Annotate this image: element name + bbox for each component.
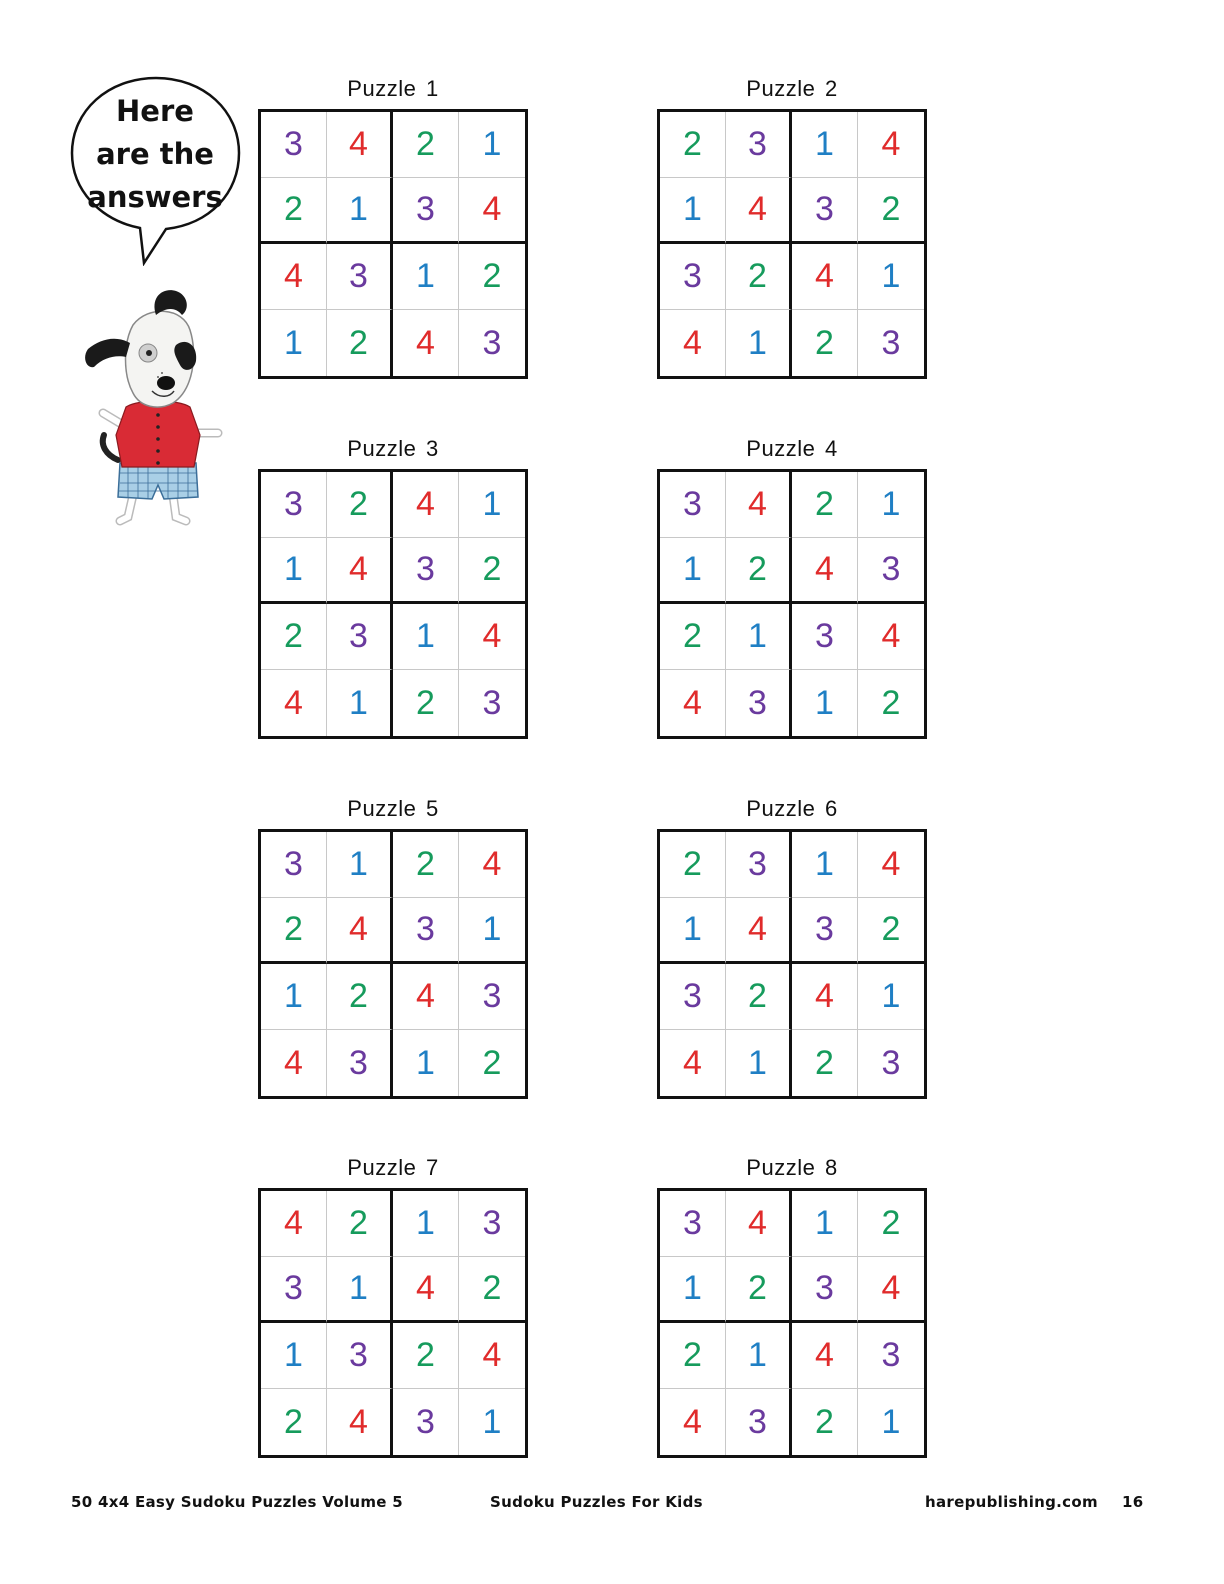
sudoku-cell: 1 xyxy=(459,112,525,178)
sudoku-cell: 3 xyxy=(881,323,901,362)
sudoku-cell: 1 xyxy=(393,1030,459,1096)
sudoku-cell: 2 xyxy=(327,472,393,538)
footer-page-number: 16 xyxy=(1122,1493,1144,1511)
sudoku-cell: 1 xyxy=(792,112,858,178)
sudoku-cell: 3 xyxy=(393,1389,459,1455)
speech-bubble xyxy=(70,76,240,231)
sudoku-cell: 1 xyxy=(459,472,525,538)
sudoku-cell: 1 xyxy=(792,670,858,736)
sudoku-cell: 4 xyxy=(459,832,525,898)
sudoku-cell: 1 xyxy=(393,244,459,310)
sudoku-cell: 4 xyxy=(792,964,858,1030)
sudoku-cell: 3 xyxy=(327,1323,393,1389)
sudoku-cell: 4 xyxy=(858,604,924,670)
sudoku-cell: 1 xyxy=(261,1323,327,1389)
sudoku-cell: 2 xyxy=(660,1323,726,1389)
sudoku-cell: 2 xyxy=(459,244,525,310)
sudoku-cell: 1 xyxy=(660,898,726,964)
sudoku-cell: 2 xyxy=(792,1389,858,1455)
sudoku-cell: 2 xyxy=(858,898,924,964)
sudoku-cell: 1 xyxy=(858,244,924,310)
sudoku-grid xyxy=(258,109,528,379)
sudoku-cell: 1 xyxy=(327,1257,393,1323)
sudoku-cell: 3 xyxy=(261,112,327,178)
sudoku-cell: 3 xyxy=(726,832,792,898)
sudoku-cell: 1 xyxy=(858,472,924,538)
sudoku-cell: 2 xyxy=(482,1043,502,1082)
sudoku-cell: 1 xyxy=(261,538,327,604)
sudoku-cell: 2 xyxy=(792,1030,858,1096)
sudoku-cell: 3 xyxy=(459,1191,525,1257)
sudoku-grid xyxy=(657,109,927,379)
puzzle-title: Puzzle 7 xyxy=(347,1155,439,1180)
sudoku-cell: 4 xyxy=(792,1323,858,1389)
sudoku-cell: 3 xyxy=(327,1030,393,1096)
sudoku-cell: 3 xyxy=(261,1257,327,1323)
dog-illustration xyxy=(78,285,238,535)
sudoku-cell: 4 xyxy=(327,1389,393,1455)
sudoku-cell: 2 xyxy=(261,604,327,670)
sudoku-cell: 3 xyxy=(660,472,726,538)
sudoku-cell: 2 xyxy=(327,1191,393,1257)
sudoku-cell: 3 xyxy=(792,1257,858,1323)
sudoku-cell: 4 xyxy=(660,1030,726,1096)
sudoku-cell: 4 xyxy=(459,178,525,244)
sudoku-cell: 2 xyxy=(393,670,459,736)
sudoku-cell: 1 xyxy=(858,964,924,1030)
sudoku-cell: 3 xyxy=(792,898,858,964)
sudoku-cell: 1 xyxy=(393,1191,459,1257)
sudoku-cell: 4 xyxy=(858,112,924,178)
sudoku-cell: 3 xyxy=(726,1389,792,1455)
sudoku-cell: 3 xyxy=(660,244,726,310)
sudoku-cell: 3 xyxy=(858,1323,924,1389)
sudoku-cell: 1 xyxy=(393,604,459,670)
sudoku-cell: 4 xyxy=(393,472,459,538)
sudoku-cell: 3 xyxy=(858,538,924,604)
sudoku-grid xyxy=(657,1188,927,1458)
sudoku-cell: 2 xyxy=(327,964,393,1030)
sudoku-cell: 2 xyxy=(726,538,792,604)
sudoku-cell: 1 xyxy=(792,832,858,898)
sudoku-cell: 2 xyxy=(327,310,393,376)
sudoku-grid xyxy=(657,469,927,739)
puzzle-title: Puzzle 2 xyxy=(746,76,838,101)
sudoku-cell: 2 xyxy=(393,112,459,178)
sudoku-cell: 4 xyxy=(726,898,792,964)
footer-website[interactable]: harepublishing.com xyxy=(925,1493,1098,1511)
puzzle-title: Puzzle 3 xyxy=(347,436,439,461)
sudoku-cell: 1 xyxy=(660,538,726,604)
sudoku-cell: 3 xyxy=(482,683,502,722)
sudoku-cell: 1 xyxy=(792,1191,858,1257)
sudoku-cell: 4 xyxy=(327,538,393,604)
sudoku-cell: 2 xyxy=(726,244,792,310)
sudoku-cell: 2 xyxy=(393,832,459,898)
puzzle-title: Puzzle 1 xyxy=(347,76,439,101)
sudoku-cell: 4 xyxy=(726,1191,792,1257)
sudoku-cell: 4 xyxy=(261,1030,327,1096)
sudoku-cell: 2 xyxy=(858,1191,924,1257)
footer-series: Sudoku Puzzles For Kids xyxy=(490,1493,703,1511)
sudoku-cell: 2 xyxy=(393,1323,459,1389)
sudoku-cell: 4 xyxy=(792,538,858,604)
bubble-line-3: answers xyxy=(87,180,223,214)
sudoku-cell: 1 xyxy=(660,1257,726,1323)
sudoku-cell: 2 xyxy=(459,538,525,604)
sudoku-cell: 4 xyxy=(393,310,459,376)
sudoku-cell: 2 xyxy=(660,832,726,898)
sudoku-cell: 3 xyxy=(881,1043,901,1082)
sudoku-cell: 4 xyxy=(858,832,924,898)
sudoku-cell: 4 xyxy=(393,1257,459,1323)
sudoku-cell: 4 xyxy=(858,1257,924,1323)
sudoku-cell: 2 xyxy=(660,112,726,178)
sudoku-cell: 1 xyxy=(459,898,525,964)
sudoku-cell: 4 xyxy=(660,670,726,736)
sudoku-cell: 4 xyxy=(261,670,327,736)
sudoku-cell: 3 xyxy=(327,604,393,670)
sudoku-cell: 2 xyxy=(792,472,858,538)
sudoku-cell: 3 xyxy=(792,178,858,244)
sudoku-cell: 4 xyxy=(327,112,393,178)
sudoku-cell: 1 xyxy=(327,670,393,736)
footer-book-title: 50 4x4 Easy Sudoku Puzzles Volume 5 xyxy=(71,1493,404,1511)
sudoku-cell: 1 xyxy=(726,1030,792,1096)
puzzle-title: Puzzle 8 xyxy=(746,1155,838,1180)
sudoku-cell: 4 xyxy=(660,1389,726,1455)
bubble-text xyxy=(70,90,240,219)
puzzle-title: Puzzle 6 xyxy=(746,796,838,821)
sudoku-cell: 1 xyxy=(726,1323,792,1389)
sudoku-cell: 3 xyxy=(459,964,525,1030)
sudoku-cell: 2 xyxy=(726,1257,792,1323)
sudoku-cell: 2 xyxy=(660,604,726,670)
sudoku-grid xyxy=(657,829,927,1099)
sudoku-cell: 1 xyxy=(261,310,327,376)
sudoku-cell: 4 xyxy=(726,472,792,538)
bubble-line-2: are the xyxy=(96,137,214,171)
bubble-line-1: Here xyxy=(116,94,194,128)
sudoku-grid xyxy=(258,469,528,739)
sudoku-cell: 4 xyxy=(261,1191,327,1257)
sudoku-cell: 2 xyxy=(881,683,901,722)
sudoku-cell: 4 xyxy=(393,964,459,1030)
sudoku-cell: 3 xyxy=(327,244,393,310)
sudoku-cell: 2 xyxy=(261,178,327,244)
sudoku-cell: 1 xyxy=(327,832,393,898)
sudoku-cell: 2 xyxy=(858,178,924,244)
sudoku-cell: 3 xyxy=(660,964,726,1030)
sudoku-cell: 4 xyxy=(459,1323,525,1389)
sudoku-cell: 3 xyxy=(482,323,502,362)
puzzle-title: Puzzle 4 xyxy=(746,436,838,461)
sudoku-cell: 2 xyxy=(459,1257,525,1323)
sudoku-cell: 2 xyxy=(726,964,792,1030)
sudoku-cell: 4 xyxy=(660,310,726,376)
sudoku-cell: 4 xyxy=(726,178,792,244)
sudoku-cell: 1 xyxy=(261,964,327,1030)
sudoku-cell: 3 xyxy=(261,832,327,898)
sudoku-grid xyxy=(258,829,528,1099)
sudoku-cell: 2 xyxy=(261,1389,327,1455)
sudoku-cell: 2 xyxy=(261,898,327,964)
puzzle-title: Puzzle 5 xyxy=(347,796,439,821)
sudoku-cell: 1 xyxy=(726,310,792,376)
sudoku-cell: 1 xyxy=(881,1402,901,1441)
sudoku-cell: 4 xyxy=(792,244,858,310)
sudoku-cell: 4 xyxy=(327,898,393,964)
sudoku-cell: 3 xyxy=(792,604,858,670)
sudoku-cell: 3 xyxy=(726,112,792,178)
sudoku-cell: 2 xyxy=(792,310,858,376)
sudoku-cell: 3 xyxy=(393,178,459,244)
sudoku-cell: 1 xyxy=(726,604,792,670)
sudoku-grid xyxy=(258,1188,528,1458)
sudoku-cell: 3 xyxy=(726,670,792,736)
sudoku-cell: 3 xyxy=(393,538,459,604)
sudoku-cell: 1 xyxy=(660,178,726,244)
sudoku-cell: 1 xyxy=(327,178,393,244)
sudoku-cell: 3 xyxy=(393,898,459,964)
sudoku-cell: 1 xyxy=(482,1402,502,1441)
sudoku-cell: 4 xyxy=(261,244,327,310)
sudoku-cell: 4 xyxy=(459,604,525,670)
sudoku-cell: 3 xyxy=(660,1191,726,1257)
sudoku-cell: 3 xyxy=(261,472,327,538)
